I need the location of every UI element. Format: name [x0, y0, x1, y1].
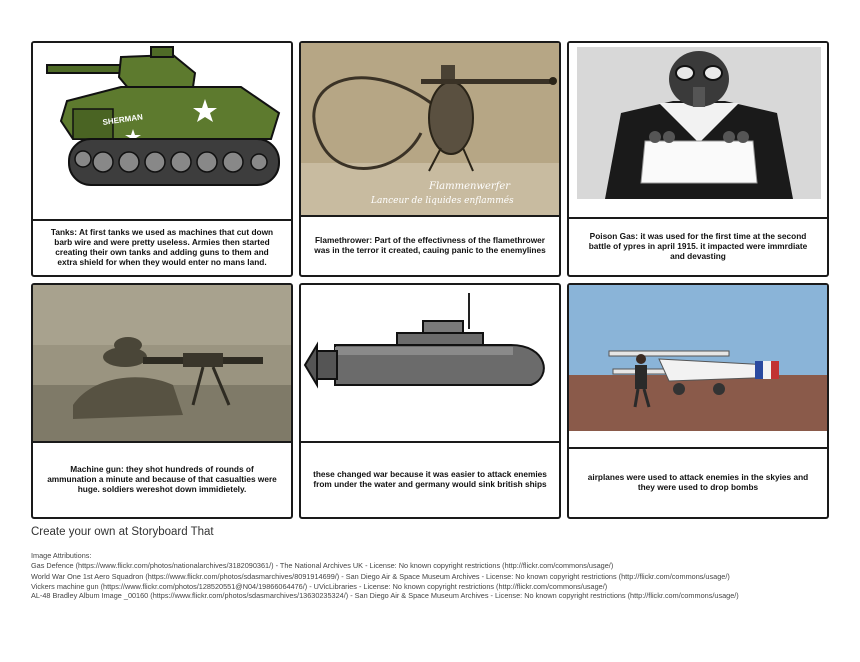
submarine-illustration: [301, 285, 559, 441]
attribution-line[interactable]: AL-48 Bradley Album Image _00160 (https://www.flickr.com/photos/sdasmarchives/13630235324/) - San Diego Air & Space Museum Archives - License: No known copyright restrictions (http://flickr.com/commons/usage/): [31, 591, 739, 601]
flame-script-2: Lanceur de liquides enflammés: [371, 196, 514, 206]
panel-flamethrower: [299, 41, 561, 277]
storyboard-that-link[interactable]: Create your own at Storyboard That: [31, 526, 214, 538]
panel-poison-gas: [567, 41, 829, 277]
panel-machine-gun: [31, 283, 293, 519]
panel-caption: airplanes were used to attack enemies in the skyies and they were used to drop bombs: [569, 447, 827, 517]
attribution-line[interactable]: Gas Defence (https://www.flickr.com/photos/nationalarchives/3182090361/) - The National Archives UK - License: No known copyright restrictions (http://flickr.com/commons/usage/): [31, 561, 614, 571]
panel-submarine: [299, 283, 561, 519]
panel-caption: these changed war because it was easier to attack enemies from under the water and germany would sink british ships: [301, 441, 559, 517]
panel-tanks: [31, 41, 293, 277]
panel-caption: Poison Gas: it was used for the first time at the second battle of ypres in april 1915. it impacted were immrdiate and devasting: [569, 217, 827, 275]
gas-mask-photo: [569, 43, 827, 219]
tank-illustration: [33, 43, 291, 219]
panel-airplanes: [567, 283, 829, 519]
attribution-line[interactable]: Vickers machine gun (https://www.flickr.com/photos/128520551@N04/19866064476/) - UVicLibraries - License: No known copyright restrictions (http://flickr.com/commons/usage/): [31, 582, 608, 592]
machine-gun-photo: [33, 285, 291, 441]
panel-caption: Machine gun: they shot hundreds of rounds of ammunation a minute and because of that casualties were huge. soldiers wereshot down immidietely.: [33, 441, 291, 517]
image-attributions: [31, 551, 851, 600]
flamethrower-photo: [301, 43, 559, 215]
tank-label: SHERMAN: [102, 112, 144, 127]
panel-caption: Tanks: At first tanks we used as machines that cut down barb wire and were pretty useless. Armies then started creating their own tanks and adding guns to them and extra shield for when they would enter no mans land.: [33, 219, 291, 275]
attribution-line[interactable]: World War One 1st Aero Squadron (https://www.flickr.com/photos/sdasmarchives/8091914699/) - San Diego Air & Space Museum Archives - License: No known copyright restrictions (http://flickr.com/commons/usage/): [31, 571, 730, 581]
panel-caption: Flamethrower: Part of the effectivness of the flamethrower was in the terror it created, cauing panic to the enemylines: [301, 215, 559, 275]
flame-script-1: Flammenwerfer: [429, 181, 511, 192]
airplanes-photo: [569, 285, 827, 431]
attributions-title: Image Attributions:: [31, 551, 92, 560]
